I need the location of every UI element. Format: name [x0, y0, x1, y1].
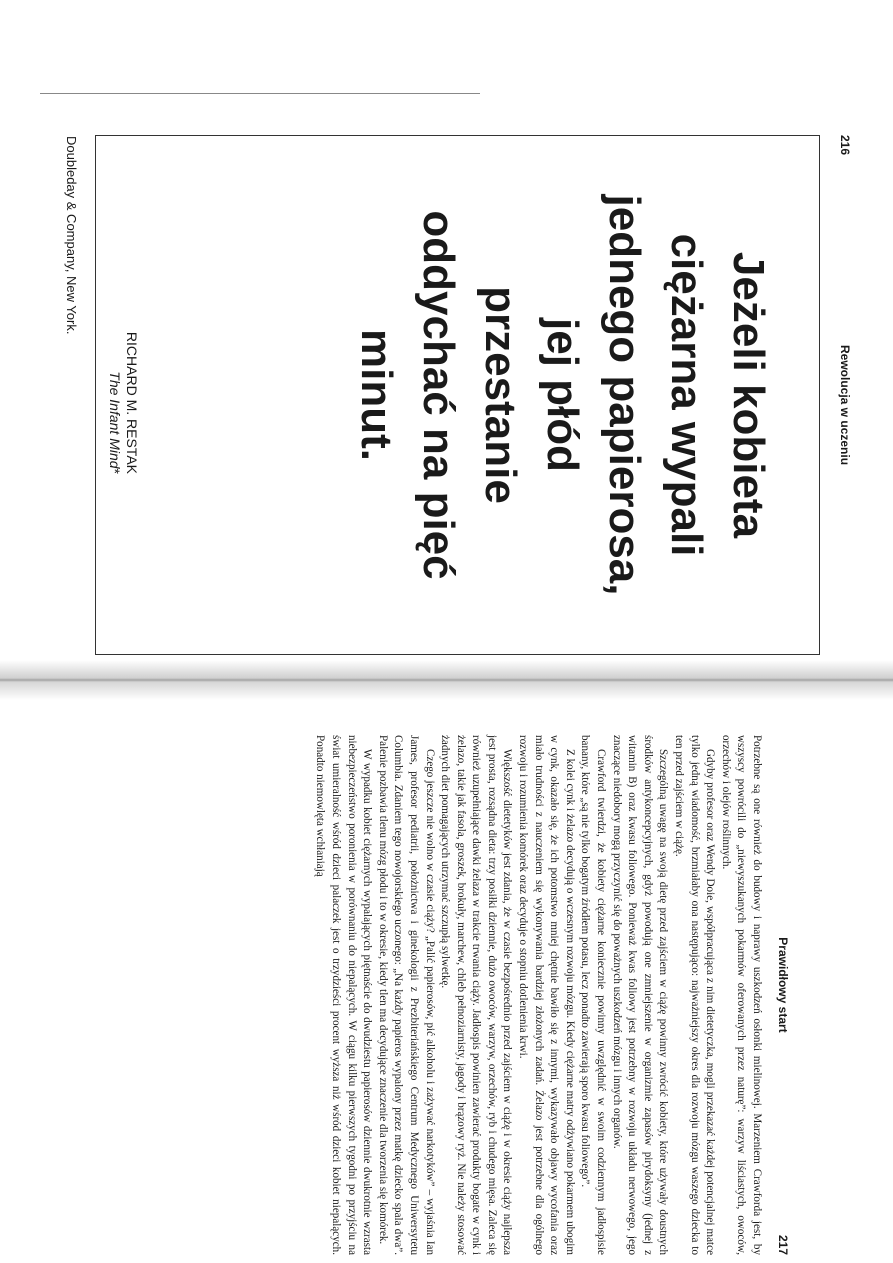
quote-line: przestanie [476, 286, 525, 504]
running-head: Prawidłowy start [776, 937, 790, 1033]
attribution [106, 332, 140, 474]
quote-line: oddychać na pięć [414, 210, 463, 580]
paragraph: Czego jeszcze nie wolno w czasie ciąży? „Palić papierosów, pić alkoholu i zażywać narkotyków” – wyjaśnia Ian James, profesor pediatrii, położnictwa i ginekologii z Prezbiteriańskiego Centrum Medycznego Uniwersytetu Columbia. Zdaniem tego nowojorskiego uczonego: „Na każdy papieros wypalony przez matkę dziecko spala dwa”. Palenie pozbawia tlenu mózg płodu i to w okresie, kiedy tlen ma decydujące znaczenie dla tworzenia się komórek. [376, 735, 436, 1255]
paragraph: Potrzebne są one również do budowy i naprawy uszkodzeń osłonki mielinowej. Marzeniem Crawforda jest, by wszyscy powrócili do „niewyszukanych pokarmów oferowanych przez naturę”: warzyw liściastych, owoców, orzechów i olejów roślinnych. [719, 735, 763, 1255]
quote-line: minut. [352, 329, 401, 461]
quote-line: ciężarna wypali [662, 233, 711, 557]
page-number: 216 [838, 135, 852, 156]
page-header [776, 735, 790, 1255]
scan-edge-line [40, 93, 480, 94]
epigraph-box [64, 135, 820, 655]
source-title: The Infant Mind [107, 371, 123, 469]
running-head: Rewolucja w uczeniu [838, 345, 852, 466]
publisher-footnote: Doubleday & Company, New York. [64, 136, 79, 335]
page-header [838, 135, 852, 655]
paragraph: Szczególną uwagę na swoją dietę przed zajściem w ciążę powinny zwrócić kobiety, które używały doustnych środków antykoncepcyjnych, gdyż powodują one zmniejszenie w organizmie zapasów pirydoksyny (jednej z witamin B) oraz kwasu foliowego. Ponieważ kwas foliowy jest potrzebny w rozwoju układu nerwowego, jego znaczące niedobory mogą przyczynić się do poważnych uszkodzeń mózgu i innych organów. [610, 735, 670, 1255]
book-binding-gutter [0, 660, 893, 700]
paragraph: Gdyby profesor oraz Wendy Doie, współpracująca z nim dietetyczka, mogli przekazać każdej potencjalnej matce tylko jedną wiadomość, brzmiałaby ona następująco: najważniejszy okres dla rozwoju mózgu waszego dziecka to ten przed zajściem w ciążę. [673, 735, 717, 1255]
author-name: RICHARD M. RESTAK [124, 331, 140, 474]
page-216 [22, 135, 852, 655]
footnote-marker: * [107, 468, 123, 474]
paragraph: W wypadku kobiet ciężarnych wypalających piętnaście do dwudziestu papierosów dziennie dwukrotnie wzrasta niebezpieczeństwo poronienia w porównaniu do niepalących. W ciągu kilku pierwszych tygodni po przyjściu na świat umieralność wśród dzieci palaczek jest o trzydzieści procent wyższa niż wśród dzieci kobiet niepalących. Ponadto niemowlęta wchłaniają [314, 735, 374, 1255]
page-217 [60, 735, 790, 1255]
quote-line: jednego papierosa, [600, 194, 649, 596]
body-text [312, 735, 764, 1255]
paragraph: Większość dietetyków jest zdania, że w czasie bezpośrednio przed zajściem w ciążę i w okresie ciąży najlepsza jest prosta, rozsądna dieta: trzy posiłki dziennie, dużo owoców, warzyw, orzechów, ryb i chudego mięsa. Zaleca się również uzupełniające dawki żelaza w trakcie trwania ciąży. Jadłospis powinien zawierać produkty bogate w cynk i żelazo, takie jak fasola, groszek, brokuły, marchew, chleb pełnoziarnisty, jagody i brązowy ryż. Nie należy stosować żadnych diet pomagających utrzymać szczupłą sylwetkę. [439, 735, 514, 1255]
quote-line: Jeżeli kobieta [724, 251, 773, 539]
quote-line: jej płód [538, 318, 587, 472]
page-number: 217 [776, 1234, 790, 1255]
epigraph-quote [345, 170, 779, 620]
paragraph: Z kolei cynk i żelazo decydują o wczesnym rozwoju mózgu. Kiedy ciężarne matry odżywiano pokarmem ubogim w cynk, okazało się, że ich potomstwo mniej chętnie bawiło się z innymi, wykazywało objawy wycofania oraz miało trudności z nauczeniem się wykonywania bardziej złożonych zadań. Żelazo jest potrzebne dla ogólnego rozwoju i rozumienia komórek oraz decyduje o stopniu dotlenienia krwi. [517, 735, 576, 1255]
paragraph: Crawford twierdzi, że kobiety ciężarne koniecznie powinny uwzględnić w swoim codziennym jadłospisie banany, które „są nie tylko bogatym źródłem potasu, lecz ponadto zawierają sporo kwasu foliowego”. [579, 735, 608, 1255]
